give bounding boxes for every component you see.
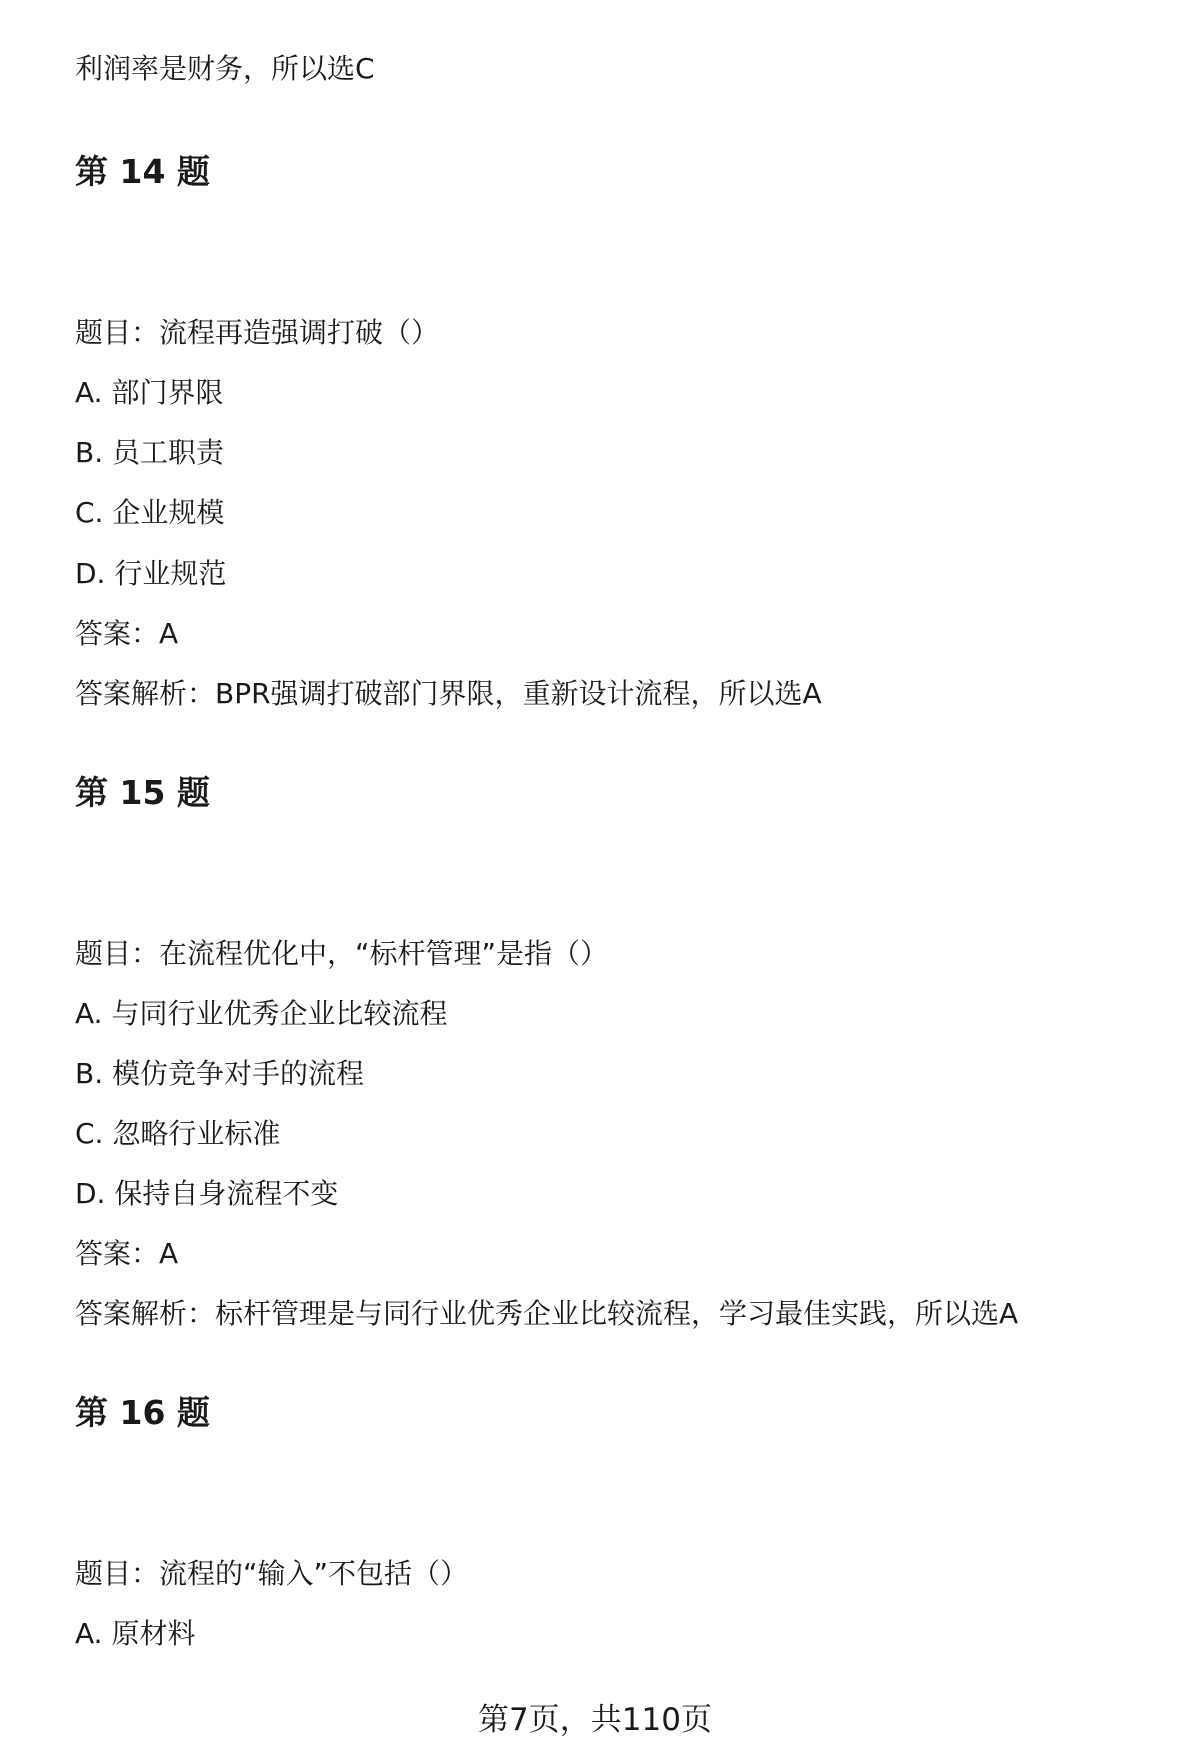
question-heading: 第 14 题 [75,152,210,191]
question-stem: 题目：在流程优化中，“标杆管理”是指（） [75,937,609,970]
option-d: D. 保持自身流程不变 [75,1177,339,1210]
question-stem: 题目：流程再造强调打破（） [75,316,440,349]
question-heading: 第 16 题 [75,1393,210,1432]
option-a: A. 原材料 [75,1617,196,1650]
option-a: A. 与同行业优秀企业比较流程 [75,997,448,1030]
answer-explanation: 答案解析：BPR强调打破部门界限，重新设计流程，所以选A [75,677,822,710]
option-a: A. 部门界限 [75,376,224,409]
answer: 答案：A [75,1237,179,1270]
option-c: C. 企业规模 [75,496,225,529]
previous-explanation-tail: 利润率是财务，所以选C [75,52,375,85]
page-number: 第7页，共110页 [478,1702,712,1738]
answer: 答案：A [75,617,179,650]
option-c: C. 忽略行业标准 [75,1117,281,1150]
answer-explanation: 答案解析：标杆管理是与同行业优秀企业比较流程，学习最佳实践，所以选A [75,1297,1019,1330]
question-heading: 第 15 题 [75,773,210,812]
option-b: B. 模仿竞争对手的流程 [75,1057,365,1090]
question-stem: 题目：流程的“输入”不包括（） [75,1557,469,1590]
option-d: D. 行业规范 [75,557,227,590]
option-b: B. 员工职责 [75,436,225,469]
